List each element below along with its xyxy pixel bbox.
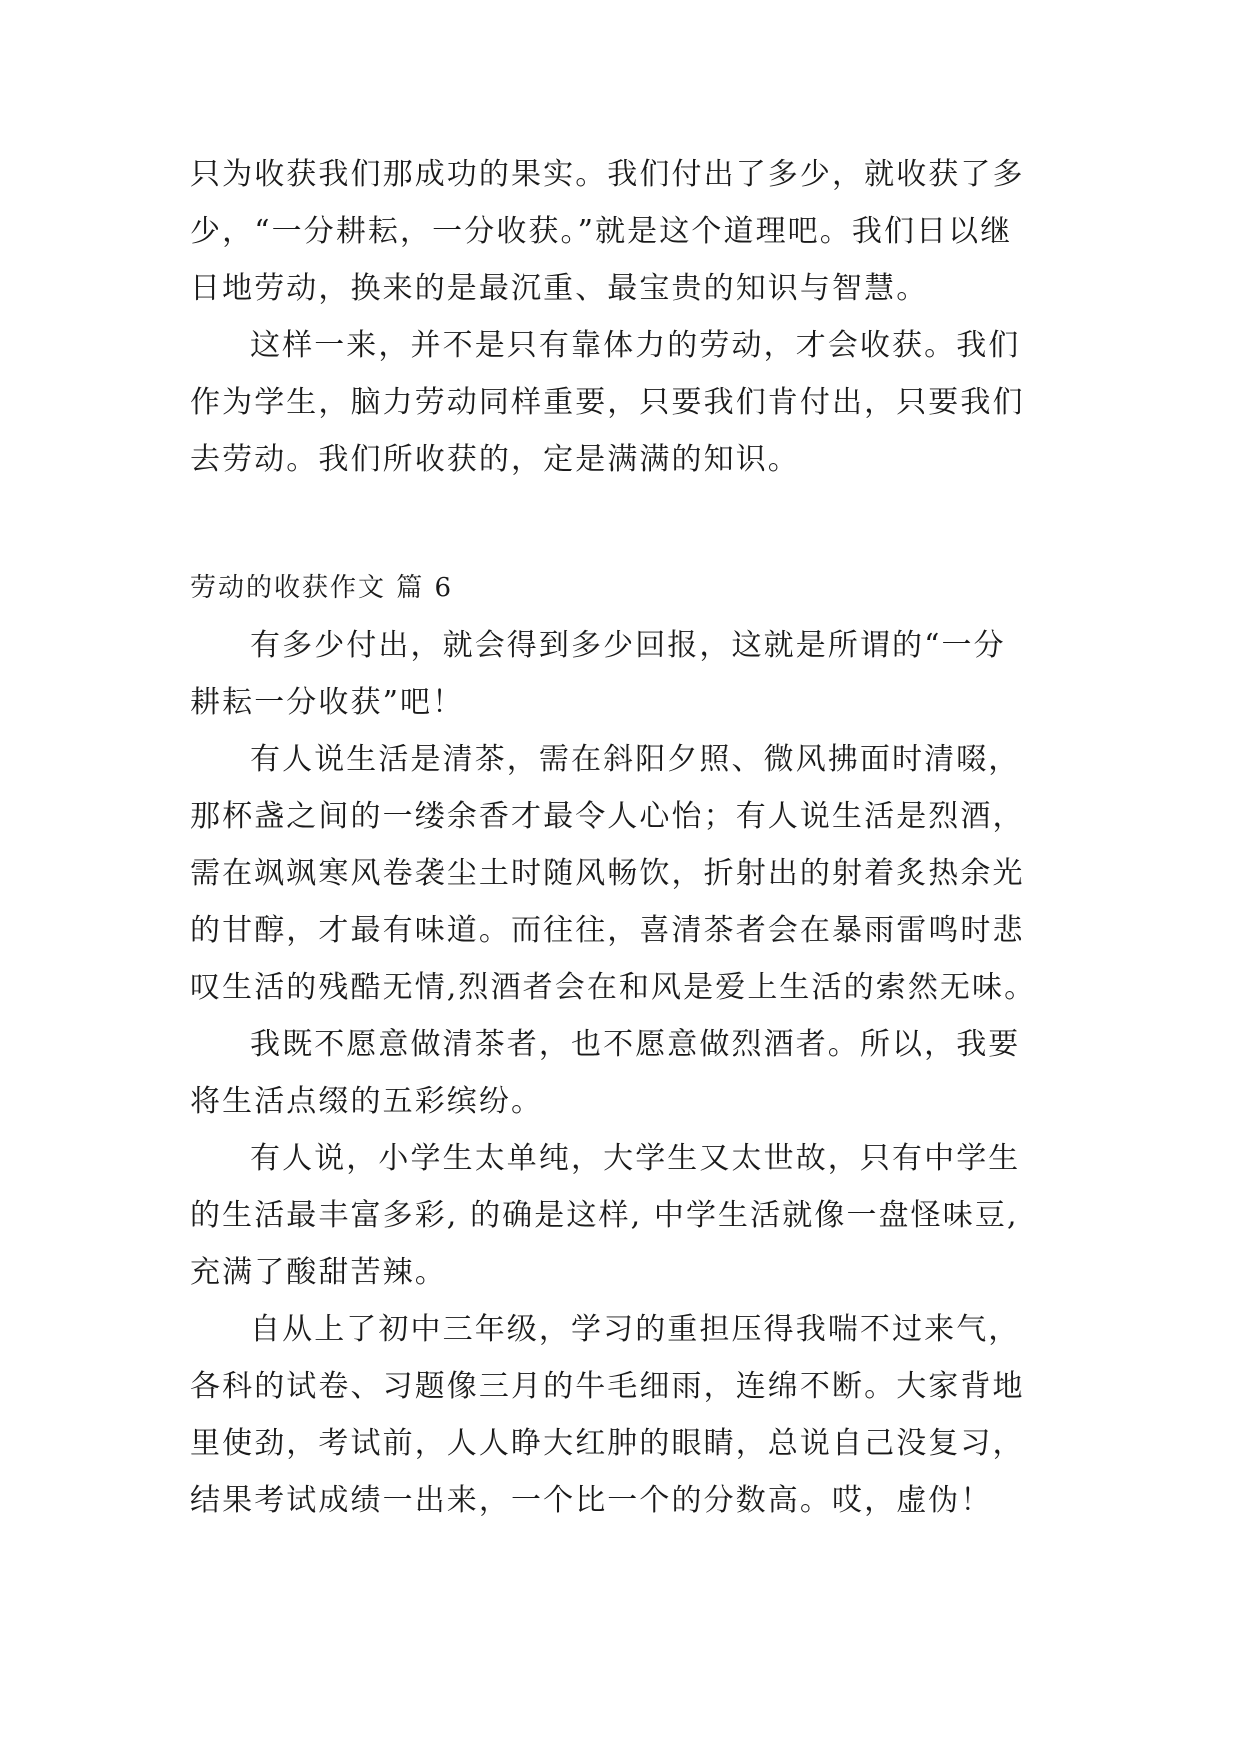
text-line: 去劳动。我们所收获的，定是满满的知识。 — [190, 442, 800, 477]
text-line: 有多少付出，就会得到多少回报，这就是所谓的“一分 — [250, 628, 1006, 663]
text-line: 里使劲，考试前，人人睁大红肿的眼睛，总说自己没复习， — [190, 1426, 1025, 1461]
text-line: 将生活点缀的五彩缤纷。 — [190, 1084, 544, 1119]
text-line: 我既不愿意做清茶者，也不愿意做烈酒者。所以，我要 — [250, 1027, 1021, 1062]
section-heading: 劳动的收获作文 篇 6 — [190, 573, 454, 603]
text-line: 有人说，小学生太单纯，大学生又太世故，只有中学生 — [250, 1141, 1021, 1176]
text-line: 的生活最丰富多彩, 的确是这样, 中学生活就像一盘怪味豆, — [190, 1198, 1019, 1233]
text-line: 只为收获我们那成功的果实。我们付出了多少，就收获了多 — [190, 157, 1025, 192]
text-line: 耕耘一分收获”吧！ — [190, 685, 465, 720]
text-line: 结果考试成绩一出来，一个比一个的分数高。哎，虚伪！ — [190, 1483, 993, 1518]
text-line: 自从上了初中三年级，学习的重担压得我喘不过来气， — [250, 1312, 1021, 1347]
text-line: 有人说生活是清茶，需在斜阳夕照、微风拂面时清啜， — [250, 742, 1021, 777]
text-line: 各科的试卷、习题像三月的牛毛细雨，连绵不断。大家背地 — [190, 1369, 1025, 1404]
text-line: 的甘醇，才最有味道。而往往，喜清茶者会在暴雨雷鸣时悲 — [190, 913, 1025, 948]
text-line: 这样一来，并不是只有靠体力的劳动，才会收获。我们 — [250, 328, 1021, 363]
text-line: 需在飒飒寒风卷袭尘土时随风畅饮，折射出的射着炙热余光 — [190, 856, 1025, 891]
text-line: 作为学生，脑力劳动同样重要，只要我们肯付出，只要我们 — [190, 385, 1025, 420]
text-line: 日地劳动，换来的是最沉重、最宝贵的知识与智慧。 — [190, 271, 929, 306]
text-line: 少，“一分耕耘，一分收获。”就是这个道理吧。我们日以继 — [190, 214, 1013, 249]
text-line: 那杯盏之间的一缕余香才最令人心怡；有人说生活是烈酒， — [190, 799, 1025, 834]
text-line: 叹生活的残酷无情,烈酒者会在和风是爱上生活的索然无味。 — [190, 970, 1037, 1005]
text-line: 充满了酸甜苦辣。 — [190, 1255, 447, 1290]
